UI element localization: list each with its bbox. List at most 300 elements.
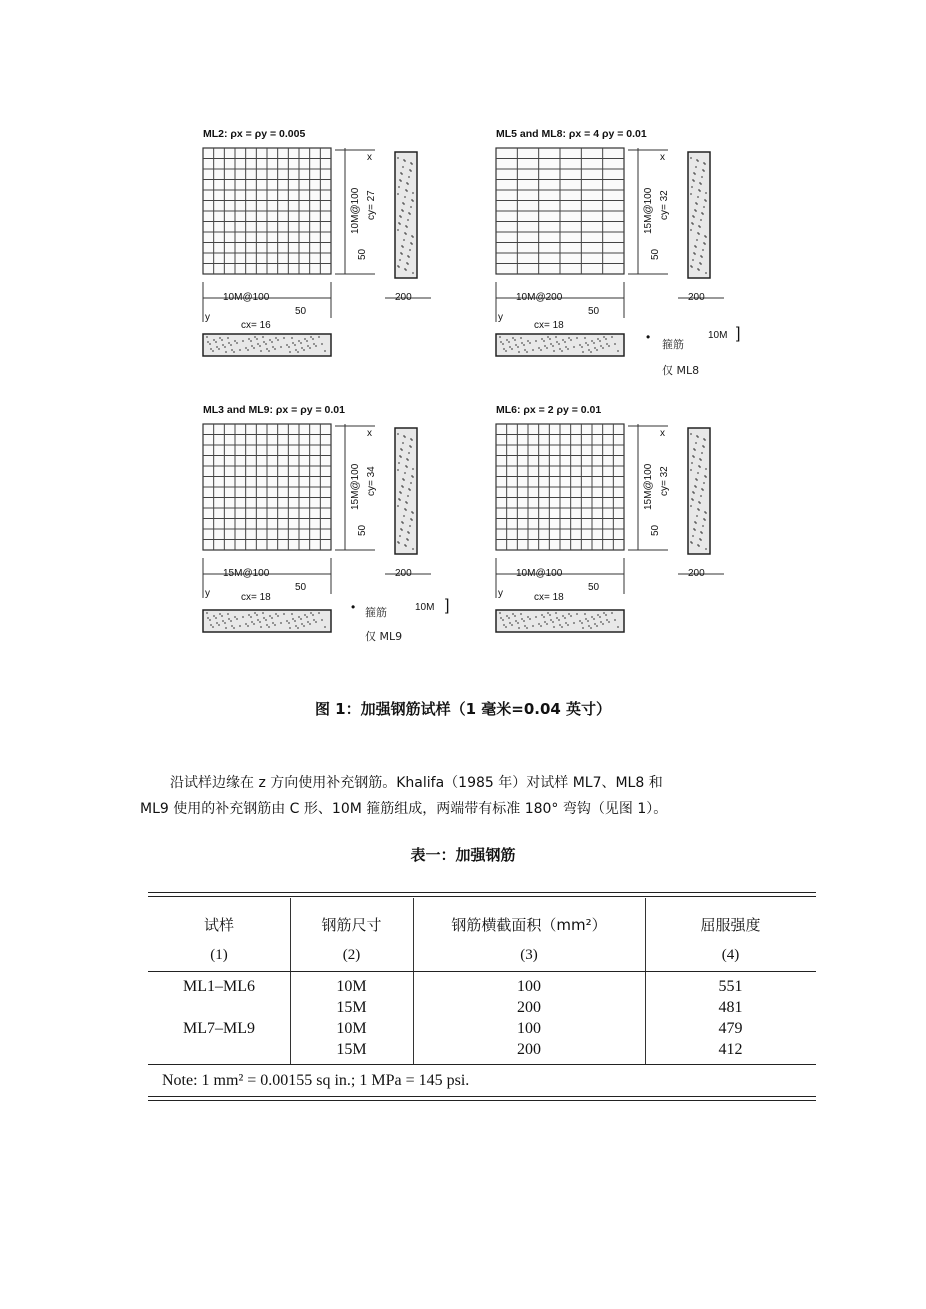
aggregate-dot [300,618,302,620]
panel-ml3-ml9 [195,398,450,658]
aggregate-dot [298,616,300,618]
y-axis-label: y [498,312,503,323]
aggregate-dot [517,622,519,624]
aggregate-dot [399,259,401,261]
aggregate-dot [690,229,692,231]
aggregate-dot [404,196,406,198]
aggregate-dot [411,235,413,237]
aggregate-dot [550,619,552,621]
aggregate-dot [227,613,229,615]
aggregate-dot [527,616,529,618]
aggregate-dot [705,192,707,194]
aggregate-dot [242,340,244,342]
aggregate-dot [402,478,404,480]
aggregate-dot [306,340,308,342]
aggregate-dot [399,455,401,457]
aggregate-dot [515,344,517,346]
aggregate-dot [544,345,546,347]
aggregate-dot [584,337,586,339]
aggregate-dot [407,531,409,533]
aggregate-dot [553,350,555,352]
aggregate-dot [206,336,208,338]
aggregate-dot [260,626,262,628]
aggregate-dot [703,482,705,484]
aggregate-dot [275,337,277,339]
aggregate-dot [399,491,401,493]
aggregate-dot [703,242,705,244]
aggregate-dot [564,341,566,343]
aggregate-dot [397,505,399,507]
aggregate-dot [315,621,317,623]
aggregate-dot [515,620,517,622]
aggregate-dot [535,616,537,618]
width-dim-label: 200 [395,568,412,579]
header-rule [148,971,816,972]
figure-caption: 图 1：加强钢筋试样（1 毫米=0.04 英寸） [314,700,612,718]
aggregate-dot [585,342,587,344]
aggregate-dot [523,620,525,622]
header-specimen: 试样 [203,916,234,934]
aggregate-dot [406,262,408,264]
aggregate-dot [402,166,404,168]
stirrup-dot-icon: • [646,330,651,344]
aggregate-dot [397,157,399,159]
aggregate-dot [294,344,296,346]
aggregate-dot [702,525,704,527]
aggregate-dot [277,615,279,617]
aggregate-dot [401,521,403,523]
aggregate-dot [288,622,290,624]
aggregate-dot [321,343,323,345]
panel-title: ML3 and ML9: ρx = ρy = 0.01 [203,404,345,416]
aggregate-dot [289,351,291,353]
aggregate-dot [247,625,249,627]
aggregate-dot [410,242,412,244]
aggregate-dot [505,626,507,628]
aggregate-dot [532,349,534,351]
aggregate-dot [236,342,238,344]
aggregate-dot [499,612,501,614]
aggregate-dot [700,531,702,533]
aggregate-dot [212,626,214,628]
aggregate-dot [699,262,701,264]
aggregate-dot [614,343,616,345]
aggregate-dot [692,535,694,537]
aggregate-dot [562,615,564,617]
aggregate-dot [700,255,702,257]
aggregate-dot [321,619,323,621]
panel-drawing [488,122,741,382]
horizontal-bar-label: 15M@100 [223,568,270,579]
vertical-section [395,428,417,554]
cover-x-label: cx= 18 [534,592,564,603]
aggregate-dot [591,616,593,618]
aggregate-dot [301,623,303,625]
y-axis-label: y [205,588,210,599]
aggregate-dot [401,485,403,487]
aggregate-dot [544,621,546,623]
aggregate-dot [512,337,514,339]
aggregate-dot [705,272,707,274]
aggregate-dot [225,351,227,353]
aggregate-dot [605,338,607,340]
aggregate-dot [558,619,560,621]
cover-y-label: cy= 27 [366,190,377,220]
aggregate-dot [576,613,578,615]
aggregate-dot [297,351,299,353]
aggregate-dot [611,336,613,338]
aggregate-dot [412,192,414,194]
aggregate-dot [295,625,297,627]
aggregate-dot [690,265,692,267]
aggregate-dot [286,620,288,622]
aggregate-dot [398,462,400,464]
aggregate-dot [212,350,214,352]
aggregate-dot [690,193,692,195]
header-num-4: (4) [721,947,740,963]
aggregate-dot [399,215,401,217]
aggregate-dot [318,612,320,614]
cover-x-label: cx= 18 [534,320,564,331]
horizontal-bar-label: 10M@100 [223,292,270,303]
aggregate-dot [703,518,705,520]
aggregate-dot [315,345,317,347]
aggregate-dot [690,469,692,471]
aggregate-dot [398,222,400,224]
aggregate-dot [500,617,502,619]
aggregate-dot [540,349,542,351]
aggregate-dot [603,612,605,614]
aggregate-dot [521,618,523,620]
aggregate-dot [405,225,407,227]
aggregate-dot [301,347,303,349]
cover-y-label: cy= 32 [659,190,670,220]
aggregate-dot [581,622,583,624]
aggregate-dot [253,347,255,349]
aggregate-dot [397,433,399,435]
vertical-section [688,428,710,554]
aggregate-dot [239,349,241,351]
header-yield-strength: 屈服强度 [700,916,761,934]
aggregate-dot [288,346,290,348]
aggregate-dot [591,340,593,342]
aggregate-dot [694,485,696,487]
aggregate-dot [310,336,312,338]
aggregate-dot [559,624,561,626]
stirrup-dot-icon: • [351,600,356,614]
panel-title: ML2: ρx = ρy = 0.005 [203,128,306,140]
bracket-icon: ] [736,325,741,342]
aggregate-dot [286,344,288,346]
aggregate-dot [213,339,215,341]
aggregate-dot [245,623,247,625]
vertical-dim-label: 50 [357,248,368,260]
aggregate-dot [520,337,522,339]
aggregate-dot [312,338,314,340]
aggregate-dot [704,475,706,477]
aggregate-dot [256,338,258,340]
aggregate-dot [405,501,407,503]
aggregate-dot [269,339,271,341]
aggregate-dot [617,626,619,628]
panel-ml5-ml8 [488,122,741,382]
aggregate-dot [573,622,575,624]
paragraph-line-1: 沿试样边缘在 z 方向使用补充钢筋。Khalifa（1985 年）对试样 ML7、ML8 和 [170,775,663,791]
aggregate-dot [247,349,249,351]
horizontal-dim-label: 50 [295,306,307,317]
aggregate-dot [549,338,551,340]
aggregate-dot [216,622,218,624]
aggregate-dot [410,518,412,520]
aggregate-dot [324,350,326,352]
aggregate-dot [269,615,271,617]
aggregate-dot [508,617,510,619]
aggregate-dot [520,613,522,615]
aggregate-dot [298,340,300,342]
panel-title: ML5 and ML8: ρx = 4 ρy = 0.01 [496,128,647,140]
body-paragraph [140,770,790,822]
aggregate-dot [210,624,212,626]
aggregate-dot [213,615,215,617]
aggregate-dot [692,215,694,217]
aggregate-dot [547,612,549,614]
aggregate-dot [701,176,703,178]
aggregate-dot [697,472,699,474]
aggregate-dot [312,614,314,616]
aggregate-dot [403,515,405,517]
aggregate-dot [221,615,223,617]
aggregate-dot [576,337,578,339]
aggregate-dot [401,245,403,247]
aggregate-dot [704,199,706,201]
stirrup-note: 仅 ML8 [662,364,700,377]
aggregate-dot [567,348,569,350]
aggregate-dot [304,338,306,340]
aggregate-dot [526,351,528,353]
aggregate-dot [230,344,232,346]
aggregate-dot [514,615,516,617]
cover-y-label: cy= 32 [659,466,670,496]
aggregate-dot [697,268,699,270]
paragraph-line-2: ML9 使用的补充钢筋由 C 形、10M 箍筋组成，两端带有标准 180° 弯钩（见图 1）。 [140,801,668,817]
horizontal-dim-label: 50 [588,582,600,593]
aggregate-dot [695,442,697,444]
y-axis-label: y [205,312,210,323]
aggregate-dot [268,626,270,628]
aggregate-dot [511,624,513,626]
aggregate-dot [231,349,233,351]
aggregate-dot [404,232,406,234]
header-bar-size: 钢筋尺寸 [321,916,382,934]
aggregate-dot [614,619,616,621]
aggregate-dot [403,159,405,161]
aggregate-dot [692,455,694,457]
aggregate-dot [263,617,265,619]
aggregate-dot [227,337,229,339]
panel-drawing [488,398,738,658]
aggregate-dot [397,541,399,543]
aggregate-dot [508,341,510,343]
aggregate-dot [409,169,411,171]
vertical-bar-label: 15M@100 [643,187,654,234]
aggregate-dot [219,337,221,339]
aggregate-dot [228,618,230,620]
aggregate-dot [272,622,274,624]
aggregate-dot [699,182,701,184]
aggregate-dot [406,458,408,460]
aggregate-dot [259,621,261,623]
aggregate-dot [309,623,311,625]
aggregate-dot [224,622,226,624]
aggregate-dot [564,617,566,619]
aggregate-dot [559,348,561,350]
vertical-bar-label: 15M@100 [350,463,361,510]
aggregate-dot [304,614,306,616]
aggregate-dot [397,469,399,471]
stirrup-legend: 箍筋 [365,606,387,619]
aggregate-dot [225,627,227,629]
aggregate-dot [696,515,698,517]
aggregate-dot [499,336,501,338]
aggregate-dot [701,212,703,214]
aggregate-dot [699,538,701,540]
aggregate-dot [215,341,217,343]
vertical-dim-label: 50 [357,524,368,536]
aggregate-dot [606,343,608,345]
aggregate-dot [231,625,233,627]
aggregate-dot [555,612,557,614]
aggregate-dot [404,472,406,474]
aggregate-dot [272,346,274,348]
aggregate-dot [318,336,320,338]
horizontal-dim-label: 50 [588,306,600,317]
aggregate-dot [585,618,587,620]
aggregate-dot [590,627,592,629]
vertical-dim-label: 50 [650,524,661,536]
aggregate-dot [701,452,703,454]
aggregate-dot [695,166,697,168]
aggregate-dot [690,541,692,543]
aggregate-dot [297,627,299,629]
aggregate-dot [292,342,294,344]
aggregate-dot [234,616,236,618]
aggregate-dot [259,345,261,347]
aggregate-dot [561,626,563,628]
aggregate-dot [694,521,696,523]
aggregate-dot [266,624,268,626]
aggregate-dot [524,625,526,627]
header-num-1: (1) [210,947,228,963]
aggregate-dot [696,435,698,437]
aggregate-dot [251,621,253,623]
aggregate-dot [546,347,548,349]
aggregate-dot [500,341,502,343]
aggregate-dot [245,347,247,349]
aggregate-dot [590,351,592,353]
vertical-bar-label: 10M@100 [350,187,361,234]
aggregate-dot [697,196,699,198]
aggregate-dot [303,349,305,351]
aggregate-dot [693,172,695,174]
table-caption: 表一：加强钢筋 [410,846,516,864]
aggregate-dot [511,348,513,350]
aggregate-dot [602,623,604,625]
aggregate-dot [567,624,569,626]
aggregate-dot [693,528,695,530]
aggregate-dot [262,612,264,614]
aggregate-dot [411,511,413,513]
aggregate-dot [408,452,410,454]
aggregate-dot [411,475,413,477]
header-bar-area: 钢筋横截面积（mm²） [451,916,607,934]
aggregate-dot [698,465,700,467]
aggregate-dot [409,249,411,251]
aggregate-dot [693,448,695,450]
aggregate-dot [703,438,705,440]
aggregate-dot [540,625,542,627]
aggregate-dot [401,209,403,211]
aggregate-dot [691,186,693,188]
aggregate-dot [257,619,259,621]
aggregate-dot [692,259,694,261]
aggregate-dot [579,344,581,346]
aggregate-dot [234,340,236,342]
aggregate-dot [263,341,265,343]
aggregate-dot [691,222,693,224]
aggregate-dot [570,615,572,617]
x-axis-label: x [367,152,372,163]
aggregate-dot [412,272,414,274]
aggregate-dot [518,627,520,629]
aggregate-dot [503,348,505,350]
aggregate-dot [597,338,599,340]
aggregate-dot [705,548,707,550]
aggregate-dot [400,528,402,530]
panel-drawing [195,398,445,658]
aggregate-dot [697,232,699,234]
aggregate-dot [524,349,526,351]
aggregate-dot [206,612,208,614]
aggregate-dot [512,613,514,615]
y-axis-label: y [498,588,503,599]
aggregate-dot [506,615,508,617]
aggregate-dot [696,239,698,241]
vertical-dim-label: 50 [650,248,661,260]
aggregate-dot [502,619,504,621]
aggregate-dot [695,202,697,204]
aggregate-dot [215,617,217,619]
aggregate-dot [570,339,572,341]
aggregate-dot [698,189,700,191]
table-bottom-rule [148,1096,816,1097]
aggregate-dot [546,623,548,625]
aggregate-dot [253,623,255,625]
aggregate-dot [313,343,315,345]
aggregate-dot [538,623,540,625]
aggregate-dot [605,614,607,616]
aggregate-dot [410,162,412,164]
aggregate-dot [404,268,406,270]
aggregate-dot [399,535,401,537]
aggregate-dot [295,349,297,351]
aggregate-dot [280,622,282,624]
aggregate-dot [283,613,285,615]
aggregate-dot [222,344,224,346]
panel-title: ML6: ρx = 2 ρy = 0.01 [496,404,602,416]
aggregate-dot [222,620,224,622]
aggregate-dot [587,344,589,346]
aggregate-dot [324,626,326,628]
